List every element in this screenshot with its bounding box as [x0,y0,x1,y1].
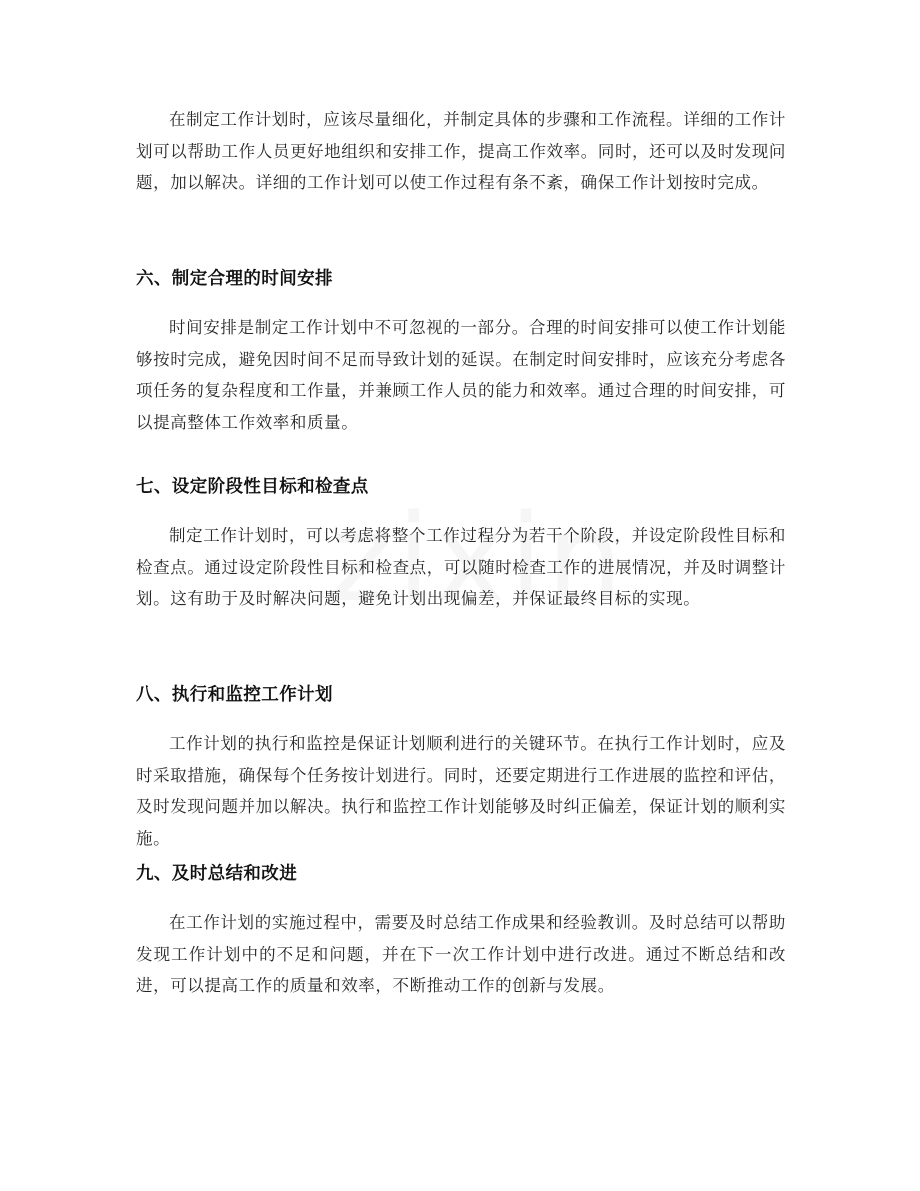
section-heading-9: 九、及时总结和改进 [136,864,298,884]
section-body-6: 时间安排是制定工作计划中不可忽视的一部分。合理的时间安排可以使工作计划能够按时完成，避免因时间不足而导致计划的延误。在制定时间安排时，应该充分考虑各项任务的复杂程度和工作量，并兼顾工作人员的能力和效率。通过合理的时间安排，可以提高整体工作效率和质量。 [136,318,786,432]
section-body-8: 工作计划的执行和监控是保证计划顺利进行的关键环节。在执行工作计划时，应及时采取措施，确保每个任务按计划进行。同时，还要定期进行工作进展的监控和评估，及时发现问题并加以解决。执行和监控工作计划能够及时纠正偏差，保证计划的顺利实施。 [136,734,786,848]
section-heading-7: 七、设定阶段性目标和检查点 [136,477,369,497]
section-heading-8: 八、执行和监控工作计划 [136,685,333,705]
section-heading-6: 六、制定合理的时间安排 [136,269,333,289]
intro-paragraph: 在制定工作计划时，应该尽量细化，并制定具体的步骤和工作流程。详细的工作计划可以帮助工作人员更好地组织和安排工作，提高工作效率。同时，还可以及时发现问题，加以解决。详细的工作计划可以使工作过程有条不紊，确保工作计划按时完成。 [136,110,786,192]
section-body-7: 制定工作计划时，可以考虑将整个工作过程分为若干个阶段，并设定阶段性目标和检查点。通过设定阶段性目标和检查点，可以随时检查工作的进展情况，并及时调整计划。这有助于及时解决问题，避免计划出现偏差，并保证最终目标的实现。 [136,526,786,608]
section-body-9: 在工作计划的实施过程中，需要及时总结工作成果和经验教训。及时总结可以帮助发现工作计划中的不足和问题，并在下一次工作计划中进行改进。通过不断总结和改进，可以提高工作的质量和效率，不断推动工作的创新与发展。 [136,913,786,995]
